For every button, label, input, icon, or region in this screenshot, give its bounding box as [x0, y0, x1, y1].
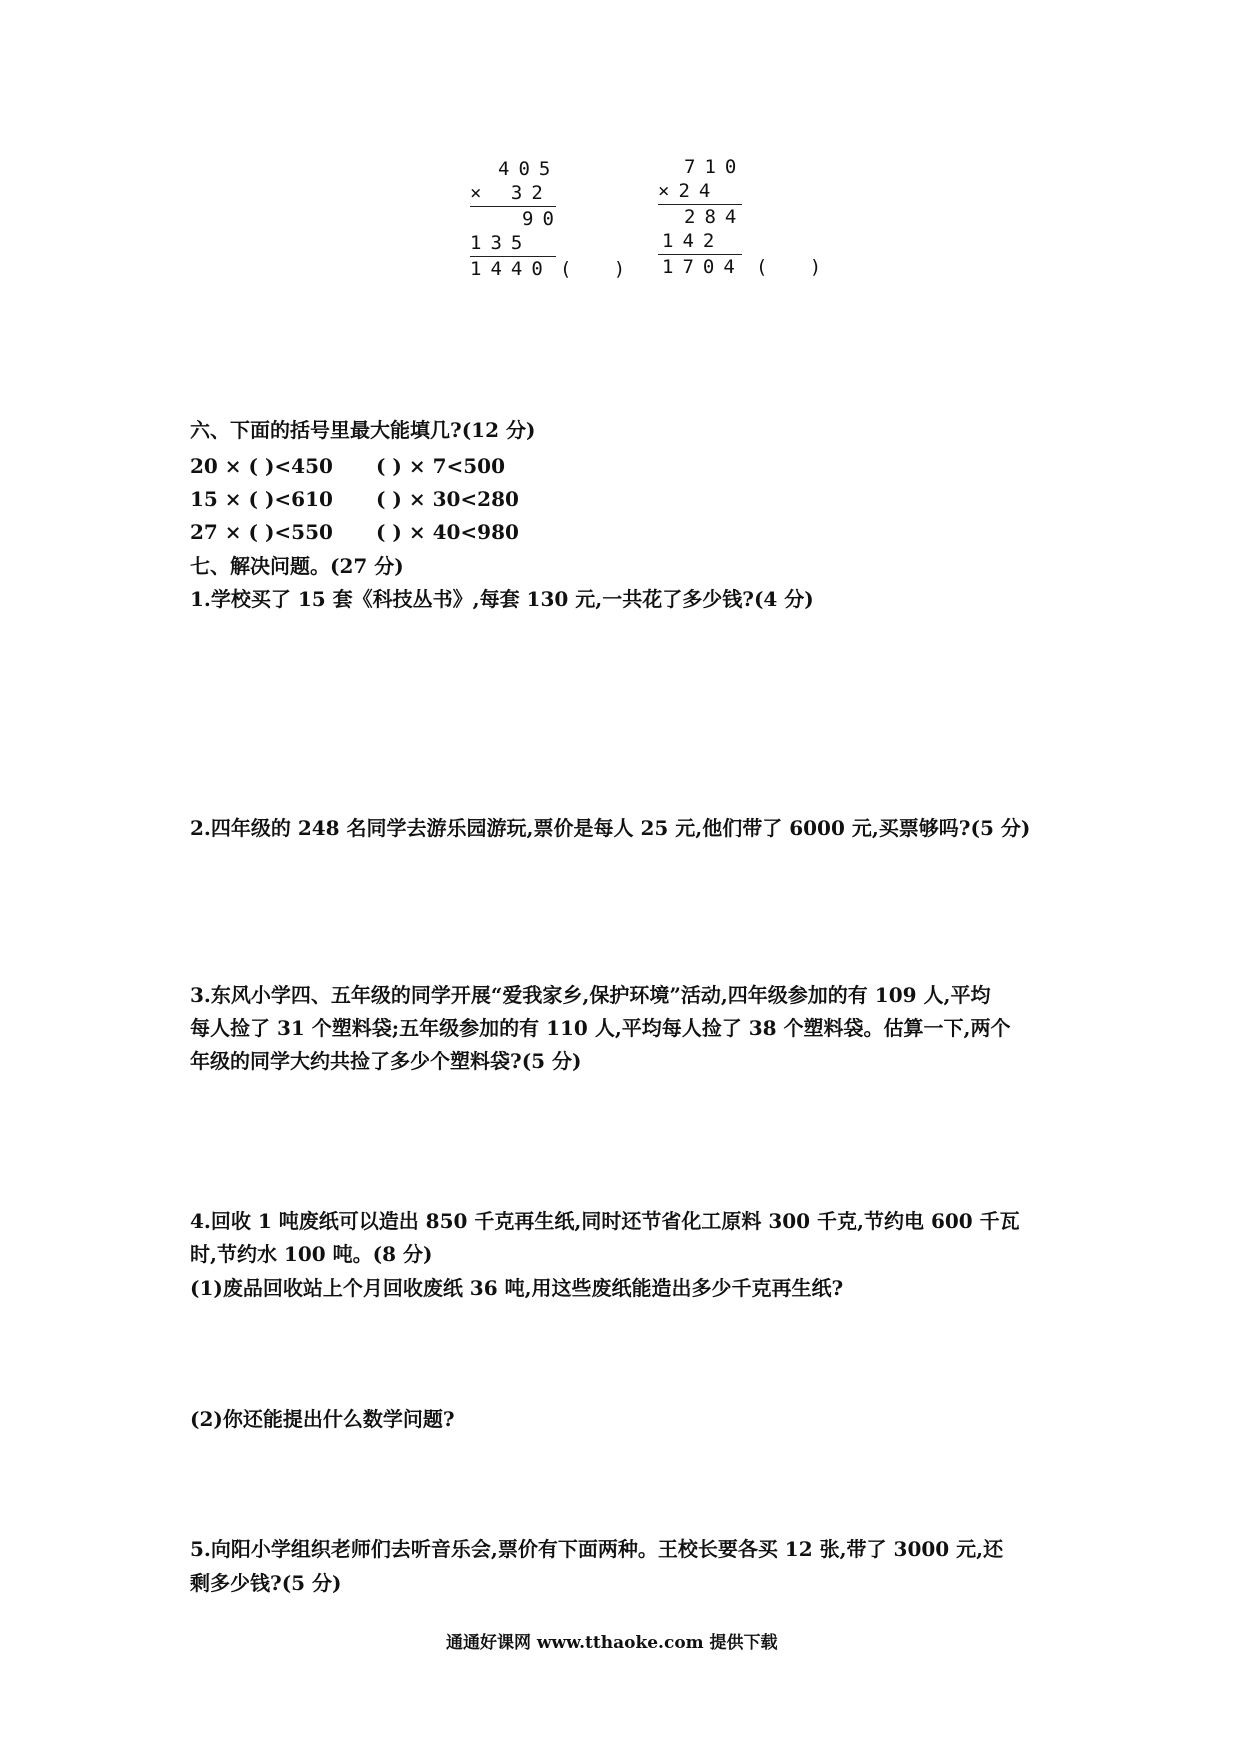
calc-right-rule-2 — [658, 254, 742, 255]
section-6-title: 六、下面的括号里最大能填几?(12 分) — [190, 418, 536, 442]
fill-row-2-right: ( ) × 30<280 — [376, 487, 519, 511]
calc-left-result: 1440 — [470, 258, 552, 280]
calc-left-partial-1: 90 — [522, 208, 563, 230]
calc-right-answer-blank: ( ) — [756, 256, 824, 278]
calc-right-multiplier: ×24 — [658, 180, 720, 202]
fill-row-1-left: 20 × ( )<450 — [190, 454, 333, 478]
calc-right-multiplicand: 710 — [684, 156, 746, 178]
section-7-title: 七、解决问题。(27 分) — [190, 554, 404, 578]
calc-left-answer-blank: ( ) — [560, 258, 628, 280]
question-4-line-2: 时,节约水 100 吨。(8 分) — [190, 1242, 433, 1266]
calc-right-partial-2: 142 — [662, 230, 724, 252]
question-3-line-1: 3.东风小学四、五年级的同学开展“爱我家乡,保护环境”活动,四年级参加的有 109 人,平均 — [190, 983, 991, 1007]
footer-source: 通通好课网 www.tthaoke.com 提供下载 — [446, 1633, 778, 1653]
calc-left-rule-2 — [470, 256, 556, 257]
calc-right-rule-1 — [658, 204, 742, 205]
question-4-sub-2: (2)你还能提出什么数学问题? — [190, 1407, 455, 1431]
question-4-line-1: 4.回收 1 吨废纸可以造出 850 千克再生纸,同时还节省化工原料 300 千克,节约电 600 千瓦 — [190, 1209, 1020, 1233]
calc-right-partial-1: 284 — [684, 206, 746, 228]
fill-row-2-left: 15 × ( )<610 — [190, 487, 333, 511]
question-5-line-2: 剩多少钱?(5 分) — [190, 1571, 342, 1595]
calc-left-multiplier: × 32 — [470, 182, 552, 204]
calc-left-multiplicand: 405 — [498, 158, 560, 180]
calc-right-result: 1704 — [662, 256, 744, 278]
calc-left-partial-2: 135 — [470, 232, 532, 254]
fill-row-3-left: 27 × ( )<550 — [190, 520, 333, 544]
fill-row-3-right: ( ) × 40<980 — [376, 520, 519, 544]
calc-left-rule-1 — [470, 206, 556, 207]
question-1: 1.学校买了 15 套《科技丛书》,每套 130 元,一共花了多少钱?(4 分) — [190, 587, 814, 611]
question-3-line-3: 年级的同学大约共捡了多少个塑料袋?(5 分) — [190, 1049, 582, 1073]
question-3-line-2: 每人捡了 31 个塑料袋;五年级参加的有 110 人,平均每人捡了 38 个塑料袋。估算一下,两个 — [190, 1016, 1011, 1040]
question-5-line-1: 5.向阳小学组织老师们去听音乐会,票价有下面两种。王校长要各买 12 张,带了 3000 元,还 — [190, 1537, 1004, 1561]
question-4-sub-1: (1)废品回收站上个月回收废纸 36 吨,用这些废纸能造出多少千克再生纸? — [190, 1276, 844, 1300]
question-2: 2.四年级的 248 名同学去游乐园游玩,票价是每人 25 元,他们带了 6000 元,买票够吗?(5 分) — [190, 816, 1031, 840]
fill-row-1-right: ( ) × 7<500 — [376, 454, 505, 478]
